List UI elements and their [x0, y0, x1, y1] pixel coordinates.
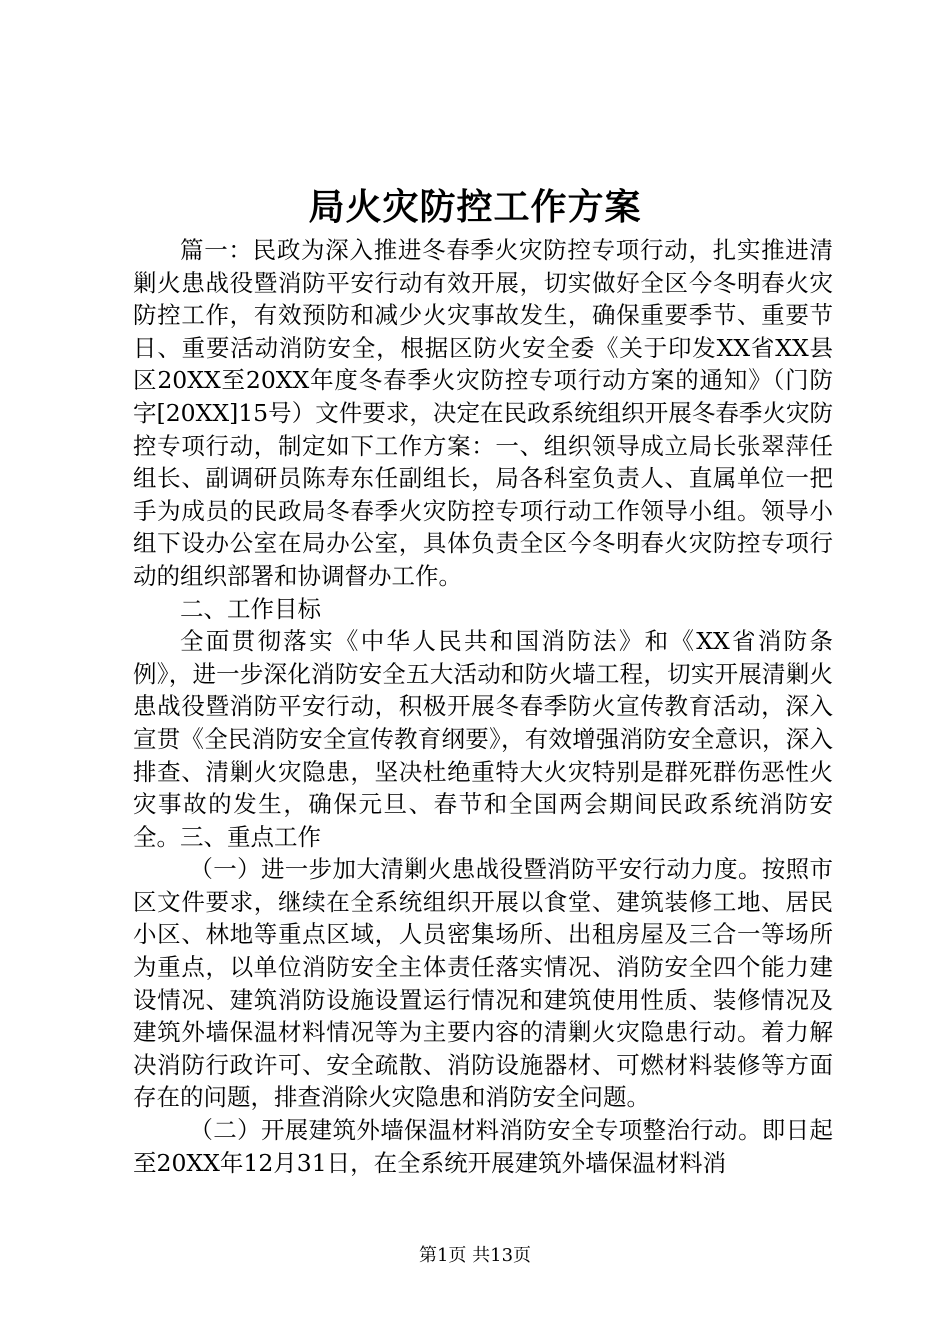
section-heading-goals: 二、工作目标	[180, 594, 321, 623]
paragraph-goals: 全面贯彻落实《中华人民共和国消防法》和《XX省消防条例》，进一步深化消防安全五大活动和防火墙工程，切实开展清剿火患战役暨消防平安行动，积极开展冬春季防火宣传教育活动，深入宣贯《全民消防安全宣传教育纲要》，有效增强消防安全意识，深入排查、清剿火灾隐患，坚决杜绝重特大火灾特别是群死群伤恶性火灾事故的发生，确保元旦、春节和全国两会期间民政系统消防安全。三、重点工作	[133, 627, 833, 851]
page-number-footer: 第1页 共13页	[418, 1245, 532, 1266]
document-body	[133, 234, 833, 1179]
paragraph-item-2: （二）开展建筑外墙保温材料消防安全专项整治行动。即日起至20XX年12月31日，在全系统开展建筑外墙保温材料消	[133, 1116, 833, 1177]
paragraph-item-1: （一）进一步加大清剿火患战役暨消防平安行动力度。按照市区文件要求，继续在全系统组织开展以食堂、建筑装修工地、居民小区、林地等重点区域，人员密集场所、出租房屋及三合一等场所为重点，以单位消防安全主体责任落实情况、消防安全四个能力建设情况、建筑消防设施设置运行情况和建筑使用性质、装修情况及建筑外墙保温材料情况等为主要内容的清剿火灾隐患行动。着力解决消防行政许可、安全疏散、消防设施器材、可燃材料装修等方面存在的问题，排查消除火灾隐患和消防安全问题。	[133, 855, 833, 1112]
document-title: 局火灾防控工作方案	[308, 186, 642, 228]
paragraph-intro: 篇一：民政为深入推进冬春季火灾防控专项行动，扎实推进清剿火患战役暨消防平安行动有效开展，切实做好全区今冬明春火灾防控工作，有效预防和减少火灾事故发生，确保重要季节、重要节日、重要活动消防安全，根据区防火安全委《关于印发XX省XX县区20XX至20XX年度冬春季火灾防控专项行动方案的通知》（门防字[20XX]15号）文件要求，决定在民政系统组织开展冬春季火灾防控专项行动，制定如下工作方案：一、组织领导成立局长张翠萍任组长、副调研员陈寿东任副组长，局各科室负责人、直属单位一把手为成员的民政局冬春季火灾防控专项行动工作领导小组。领导小组下设办公室在局办公室，具体负责全区今冬明春火灾防控专项行动的组织部署和协调督办工作。	[133, 236, 833, 590]
